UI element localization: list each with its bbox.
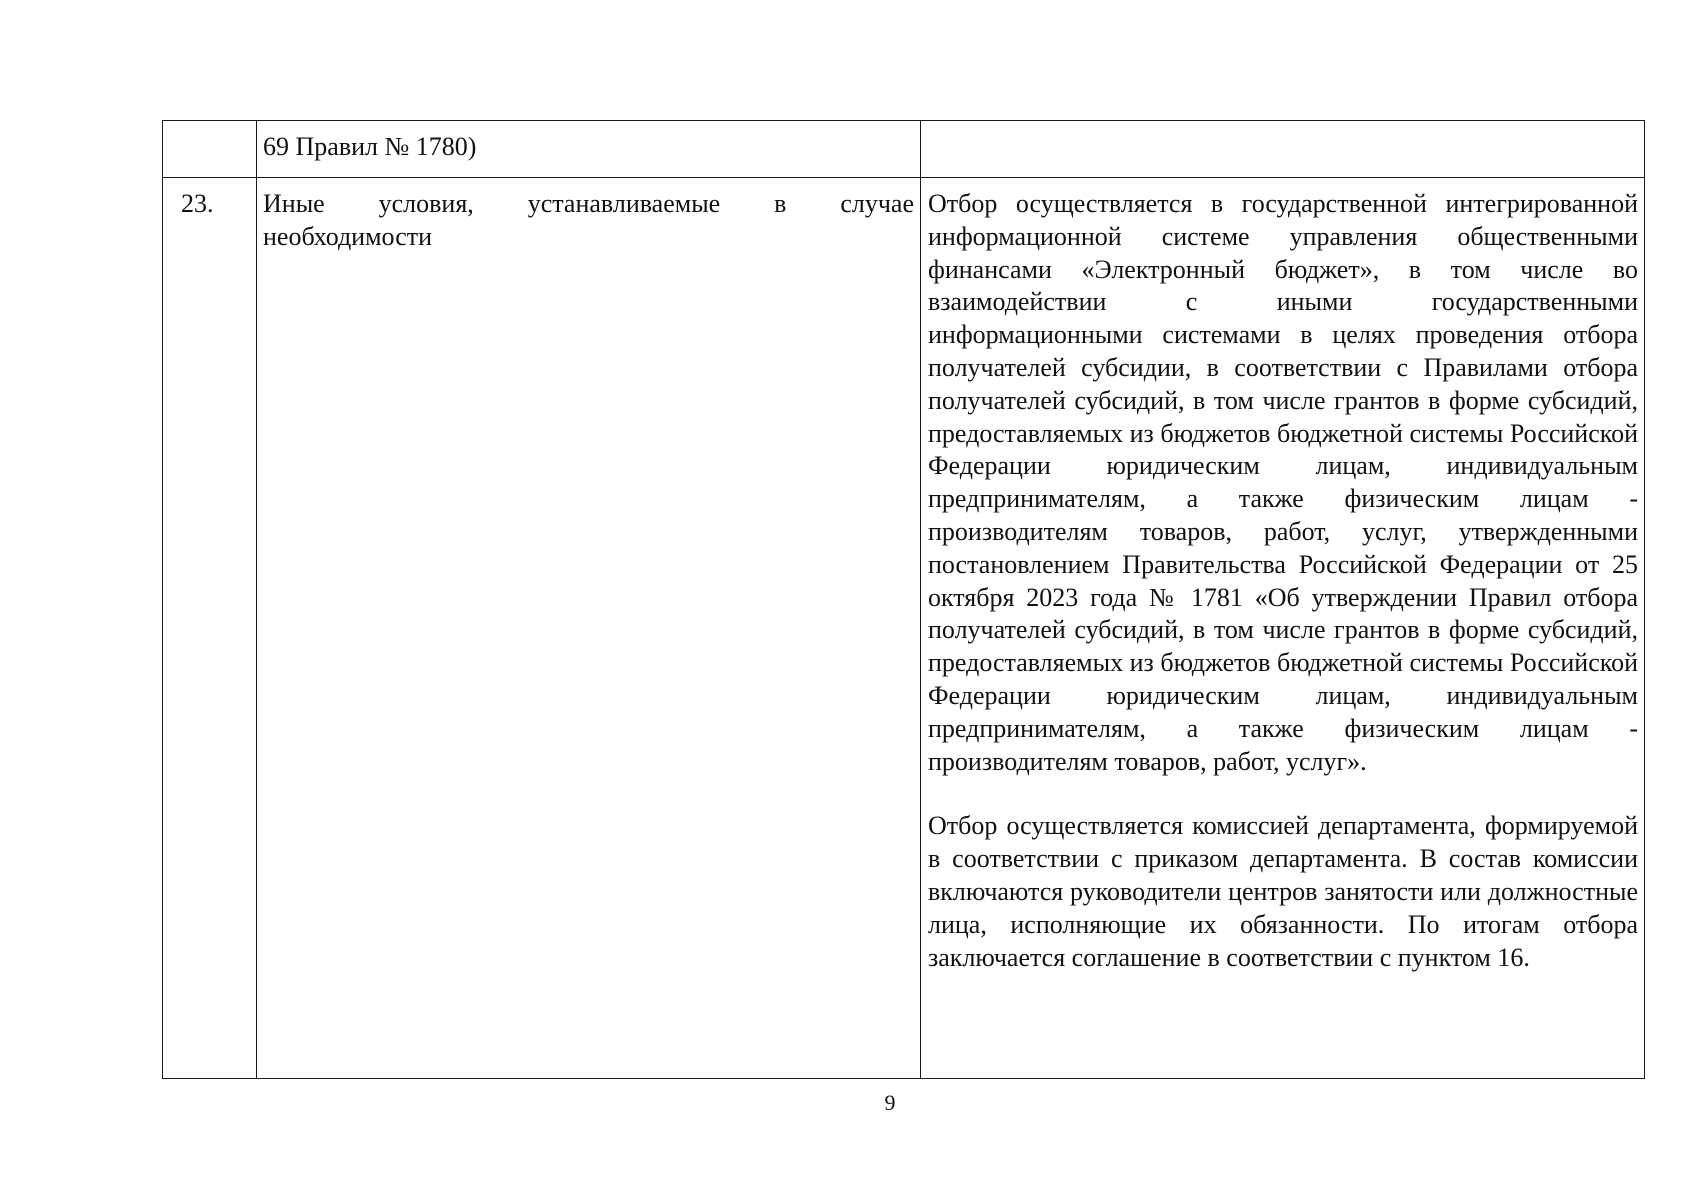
condition-cell <box>257 178 921 1079</box>
description-paragraph-2: Отбор осуществляется комиссией департамента, формируемой в соответствии с приказом департамента. В состав комиссии включаются руководители центров занятости или должностные лица, исполняющие их обязанности. По итогам отбора заключается соглашение в соответствии с пунктом 16. <box>928 811 1638 972</box>
table-row-23 <box>163 178 1645 1079</box>
number-cell <box>163 178 257 1079</box>
description-text <box>921 178 1644 974</box>
condition-cell <box>257 121 921 178</box>
number-cell <box>163 121 257 178</box>
description-paragraph-1: Отбор осуществляется в государственной интегрированной информационной системе управления общественными финансами «Электронный бюджет», в том числе во взаимодействии с иными государственными информационными системами в целях проведения отбора получателей субсидии, в соответствии с Правилами отбора получателей субсидий, в том числе грантов в форме субсидий, предоставляемых из бюджетов бюджетной системы Российской Федерации юридическим лицам, индивидуальным предпринимателям, а также физическим лицам - производителям товаров, работ, услуг, утвержденными постановлением Правительства Российской Федерации от 25 октября 2023 года № 1781 «Об утверждении Правил отбора получателей субсидий, в том числе грантов в форме субсидий, предоставляемых из бюджетов бюджетной системы Российской Федерации юридическим лицам, индивидуальным предпринимателям, а также физическим лицам - производителям товаров, работ, услуг». <box>928 189 1638 776</box>
description-cell <box>921 121 1645 178</box>
row-number: 23. <box>181 189 214 218</box>
page-number: 9 <box>884 1090 896 1115</box>
table-row-continuation <box>163 121 1645 178</box>
condition-text <box>257 178 920 254</box>
condition-text-line2: необходимости <box>263 221 433 251</box>
conditions-table <box>162 120 1645 1079</box>
condition-text: 69 Правил № 1780) <box>263 132 477 161</box>
condition-text-line1: Иные условия, устанавливаемые в случае <box>263 189 914 218</box>
description-cell <box>921 178 1645 1079</box>
